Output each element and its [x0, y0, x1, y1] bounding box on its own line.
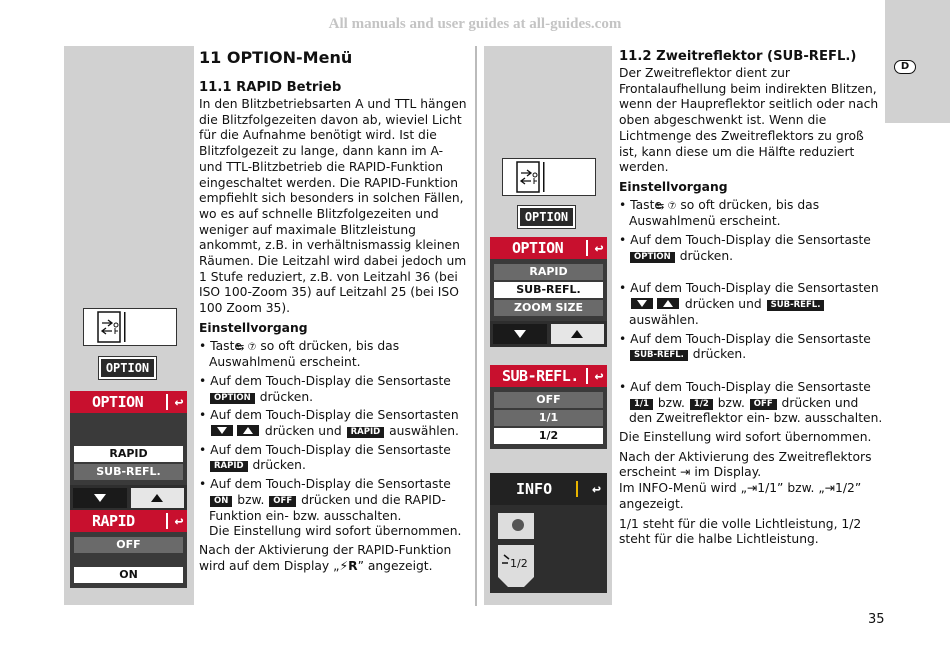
rapid-chip: RAPID [347, 427, 385, 438]
option-chip: OPTION [210, 393, 255, 404]
menu-item-on: ON [74, 567, 183, 583]
step-1: • Taste ⇆ ⑦ so oft drücken, bis das Auswahlmenü erscheint. [619, 197, 820, 229]
option-menu-title: OPTION ↩ [490, 237, 607, 259]
rapid-menu-title: RAPID ↩ [70, 510, 187, 532]
chapter-title: 11 OPTION-Menü [199, 48, 353, 67]
back-icon: ↩ [174, 512, 183, 530]
outro-paragraph: Nach der Aktivierung der RAPID-Funktion wird auf dem Display „⚡R” angezeigt. [199, 542, 452, 573]
step-5: • Auf dem Touch-Display die Sensortaste ON bzw. OFF drücken und die RAPID-Funktion ein- bzw. ausschalten. Die Einstellung wird sofort übernommen. [199, 477, 462, 539]
left-text-column [199, 48, 467, 578]
option-menu-screen-right [490, 237, 607, 347]
option-button-illustration: OPTION [518, 206, 575, 228]
language-badge: D [894, 60, 916, 74]
on-chip: ON [210, 496, 232, 507]
full-chip: 1/1 [630, 399, 653, 410]
intro-paragraph: Der Zweitreflektor dient zur Frontalaufhellung beim indirekten Blitzen, wenn der Haupreflektor seitlich oder nach oben abgeschwenkt ist. Wenn die Lichtmenge des Zweitreflektors zu groß ist, kann diese um die Hälfte reduziert werden. [619, 66, 879, 175]
menu-item-full: 1/1 [494, 410, 603, 426]
off-chip: OFF [750, 399, 777, 410]
back-icon: ↩ [591, 480, 601, 498]
flash-head-icon [490, 505, 607, 591]
option-menu-title: OPTION ↩ [70, 391, 187, 413]
menu-item-off: OFF [74, 537, 183, 553]
step-2: • Auf dem Touch-Display die Sensortaste OPTION drücken. [619, 233, 871, 263]
step-2: • Auf dem Touch-Display die Sensortaste OPTION drücken. [199, 373, 451, 404]
section-title: 11.1 RAPID Betrieb [199, 80, 342, 95]
column-divider [475, 46, 477, 606]
arrow-down-icon [631, 298, 653, 309]
mode-key-icon: ⇆ ⑦ [655, 200, 677, 212]
arrow-buttons [490, 321, 607, 347]
back-icon: ↩ [174, 393, 183, 411]
watermark: All manuals and user guides at all-guides.com [328, 16, 622, 32]
half-chip: 1/2 [690, 399, 713, 410]
paragraph-explanation: 1/1 steht für die volle Lichtleistung, 1/2 steht für die halbe Lichtleistung. [619, 516, 862, 547]
step-1: • Taste ⇆ ⑦ so oft drücken, bis das Auswahlmenü erscheint. [199, 338, 400, 370]
subrefl-menu-title: SUB-REFL. ↩ [490, 365, 607, 387]
rapid-symbol-icon: ⚡R [339, 558, 358, 573]
subrefl-display-icon: ⇥ [680, 465, 691, 480]
menu-item-off: OFF [494, 392, 603, 408]
off-chip: OFF [269, 496, 296, 507]
paragraph-activation: Nach der Aktivierung des Zweitreflektors erscheint ⇥ im Display. Im INFO-Menü wird „⇥1/1” bzw. „⇥1/2” angezeigt. [619, 449, 872, 511]
mode-key-icon: ⇆ ⑦ [235, 341, 257, 353]
arrow-up-icon [237, 425, 259, 436]
procedure-heading: Einstellvorgang [619, 179, 728, 194]
svg-text:1/2: 1/2 [510, 557, 528, 570]
paragraph-applied: Die Einstellung wird sofort übernommen. [619, 430, 872, 445]
menu-item-rapid: RAPID [74, 446, 183, 462]
step-5: • Auf dem Touch-Display die Sensortaste 1/1 bzw. 1/2 bzw. OFF drücken und den Zweitreflektor ein- bzw. ausschalten. [619, 379, 883, 426]
arrow-down-icon [73, 488, 127, 508]
arrow-down-icon [211, 425, 233, 436]
step-3: • Auf dem Touch-Display die Sensortasten drücken und RAPID auswählen. [199, 408, 459, 439]
subrefl-display-icon: ⇥ [824, 481, 836, 496]
mode-switch-illustration [502, 158, 596, 196]
back-icon: ↩ [594, 239, 603, 257]
option-button-illustration: OPTION [99, 357, 156, 379]
info-screen [490, 473, 607, 593]
right-text-column [619, 48, 885, 552]
menu-item-rapid: RAPID [494, 264, 603, 280]
arrow-up-icon [551, 324, 605, 344]
subrefl-display-icon: ⇥ [746, 481, 758, 496]
procedure-heading: Einstellvorgang [199, 320, 308, 335]
arrow-up-icon [657, 298, 679, 309]
subrefl-chip: SUB-REFL. [767, 300, 825, 311]
rapid-chip: RAPID [210, 461, 248, 472]
page-number: 35 [868, 612, 885, 627]
step-4: • Auf dem Touch-Display die Sensortaste RAPID drücken. [199, 442, 451, 473]
arrow-buttons [70, 485, 187, 511]
rapid-menu-screen [70, 510, 187, 588]
menu-item-zoom-size: ZOOM SIZE [494, 300, 603, 316]
option-chip: OPTION [630, 252, 675, 263]
menu-item-subrefl: SUB-REFL. [74, 464, 183, 480]
mode-switch-illustration [83, 308, 177, 346]
subrefl-chip: SUB-REFL. [630, 350, 688, 361]
intro-paragraph: In den Blitzbetriebsarten A und TTL hängen die Blitzfolgezeiten davon ab, wieviel Licht für die Aufnahme benötigt wird. Ist die Blitzfolgezeit zu lange, dann kann im A- und TTL-Blitzbetrieb die RAPID-Funktion eingeschaltet werden. Die RAPID-Funktion empfiehlt sich besonders in solchen Fällen, wo es auf schnelle Blitzfolgezeiten und weniger auf maximale Blitzleistung ankommt, z.B. in verhältnismassig kleinen Räumen. Die Leitzahl wird dabei jedoch um 1 Stufe reduziert, z.B. von Leitzahl 36 (bei ISO 100-Zoom 35) auf Leitzahl 25 (bei ISO 100 Zoom 35). [199, 97, 467, 316]
section-title: 11.2 Zweitreflektor (SUB-REFL.) [619, 49, 857, 64]
step-3: • Auf dem Touch-Display die Sensortasten drücken und SUB-REFL. auswählen. [619, 281, 879, 327]
back-icon: ↩ [594, 367, 603, 385]
info-title: INFO ↩ [490, 473, 607, 505]
step-4: • Auf dem Touch-Display die Sensortaste SUB-REFL. drücken. [619, 331, 871, 362]
arrow-up-icon [131, 488, 185, 508]
menu-item-subrefl: SUB-REFL. [494, 282, 603, 298]
menu-item-half: 1/2 [494, 428, 603, 444]
arrow-down-icon [493, 324, 547, 344]
subrefl-menu-screen [490, 365, 607, 449]
option-menu-screen [70, 391, 187, 511]
